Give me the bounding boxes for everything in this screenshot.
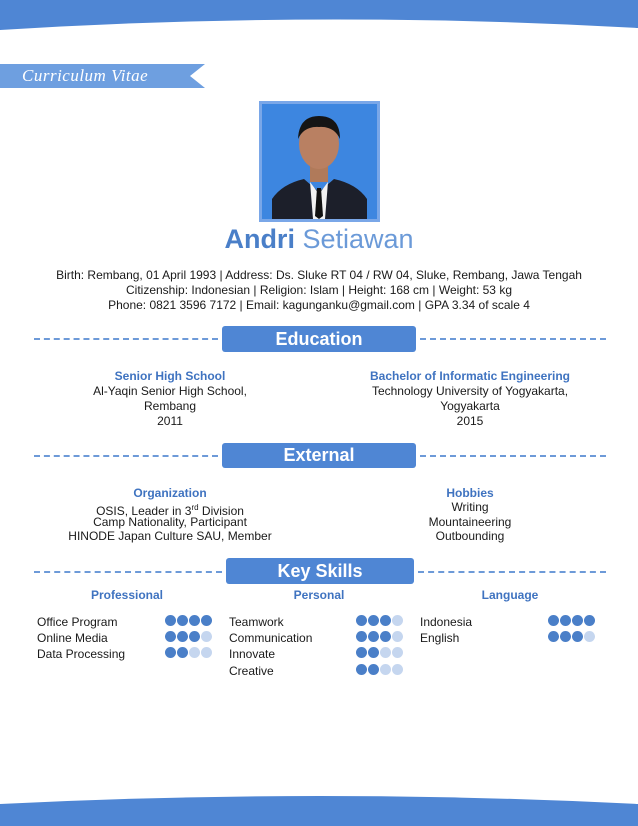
skill-rating (356, 664, 403, 675)
rating-dot-filled-icon (165, 647, 176, 658)
rating-dot-filled-icon (165, 615, 176, 626)
divider-left (34, 338, 218, 340)
skill-label: Online Media (37, 631, 108, 646)
divider-right (420, 338, 606, 340)
rating-dot-empty-icon (189, 647, 200, 658)
rating-dot-filled-icon (165, 631, 176, 642)
rating-dot-filled-icon (368, 664, 379, 675)
rating-dot-empty-icon (392, 631, 403, 642)
education-school-title: Senior High School (114, 369, 226, 383)
skill-label: Office Program (37, 615, 118, 629)
rating-dot-empty-icon (392, 647, 403, 658)
rating-dot-filled-icon (177, 647, 188, 658)
rating-dot-filled-icon (380, 631, 391, 642)
language-title: Language (481, 588, 539, 602)
skill-rating (165, 615, 212, 626)
education-school-city: Rembang (143, 399, 197, 413)
organization-item: Camp Nationality, Participant (93, 515, 247, 529)
rating-dot-filled-icon (177, 631, 188, 642)
education-school-name: Al-Yaqin Senior High School, (93, 384, 247, 398)
professional-title: Professional (90, 588, 164, 602)
organization-title: Organization (133, 486, 207, 500)
education-university-city: Yogyakarta (440, 399, 500, 413)
info-citizenship: Citizenship: Indonesian | Religion: Islam | Height: 168 cm | Weight: 53 kg (126, 283, 512, 297)
rating-dot-empty-icon (584, 631, 595, 642)
hobbies-title: Hobbies (446, 486, 494, 500)
divider-right (420, 455, 606, 457)
top-wave-decoration (0, 0, 638, 40)
rating-dot-filled-icon (368, 615, 379, 626)
organization-item: HINODE Japan Culture SAU, Member (68, 529, 272, 543)
skill-label: Innovate (229, 647, 276, 662)
rating-dot-empty-icon (201, 647, 212, 658)
rating-dot-filled-icon (189, 631, 200, 642)
skill-rating (356, 647, 403, 658)
rating-dot-filled-icon (548, 615, 559, 626)
cv-title: Curriculum Vitae (22, 66, 149, 85)
hobby-item: Outbounding (435, 529, 505, 543)
skill-label: English (420, 631, 460, 646)
rating-dot-filled-icon (548, 631, 559, 642)
rating-dot-filled-icon (356, 631, 367, 642)
skill-rating (356, 631, 403, 642)
person-icon (262, 104, 377, 219)
rating-dot-filled-icon (356, 615, 367, 626)
divider-left (34, 571, 222, 573)
organization-item: OSIS, Leader in 3rd Division (96, 503, 244, 518)
skill-label: Indonesia (420, 615, 473, 629)
hobby-item: Mountaineering (428, 515, 512, 529)
rating-dot-filled-icon (177, 615, 188, 626)
skill-label: Data Processing (37, 647, 126, 662)
education-university-name: Technology University of Yogyakarta, (371, 384, 569, 398)
rating-dot-filled-icon (356, 647, 367, 658)
education-degree-title: Bachelor of Informatic Engineering (369, 369, 571, 383)
education-heading: Education (222, 326, 416, 352)
full-name (0, 222, 638, 256)
skill-rating (165, 647, 212, 658)
info-birth-address: Birth: Rembang, 01 April 1993 | Address: Ds. Sluke RT 04 / RW 04, Sluke, Rembang, Jawa Tengah (56, 268, 582, 282)
rating-dot-filled-icon (356, 664, 367, 675)
skill-rating (165, 631, 212, 642)
rating-dot-filled-icon (368, 631, 379, 642)
skill-rating (548, 631, 595, 642)
rating-dot-filled-icon (560, 615, 571, 626)
personal-title: Personal (293, 588, 345, 602)
rating-dot-filled-icon (380, 615, 391, 626)
first-name: Andri (224, 224, 295, 254)
skill-label: Communication (229, 631, 313, 646)
skill-label: Creative (229, 663, 274, 678)
divider-left (34, 455, 218, 457)
divider-right (418, 571, 606, 573)
skill-label: Teamwork (229, 615, 284, 629)
rating-dot-filled-icon (572, 631, 583, 642)
rating-dot-filled-icon (201, 615, 212, 626)
skill-rating (548, 615, 595, 626)
hobby-item: Writing (451, 500, 489, 514)
key-skills-heading: Key Skills (226, 558, 414, 584)
rating-dot-empty-icon (392, 664, 403, 675)
rating-dot-empty-icon (201, 631, 212, 642)
rating-dot-empty-icon (380, 664, 391, 675)
rating-dot-filled-icon (572, 615, 583, 626)
rating-dot-filled-icon (560, 631, 571, 642)
rating-dot-filled-icon (368, 647, 379, 658)
skill-rating (356, 615, 403, 626)
rating-dot-filled-icon (189, 615, 200, 626)
rating-dot-filled-icon (584, 615, 595, 626)
rating-dot-empty-icon (392, 615, 403, 626)
rating-dot-empty-icon (380, 647, 391, 658)
bottom-wave-decoration (0, 786, 638, 826)
profile-photo (259, 101, 380, 222)
education-university-year: 2015 (456, 414, 484, 428)
external-heading: External (222, 443, 416, 468)
education-school-year: 2011 (157, 414, 183, 428)
last-name: Setiawan (302, 224, 414, 254)
info-contact: Phone: 0821 3596 7172 | Email: kagunganku@gmail.com | GPA 3.34 of scale 4 (108, 298, 530, 312)
